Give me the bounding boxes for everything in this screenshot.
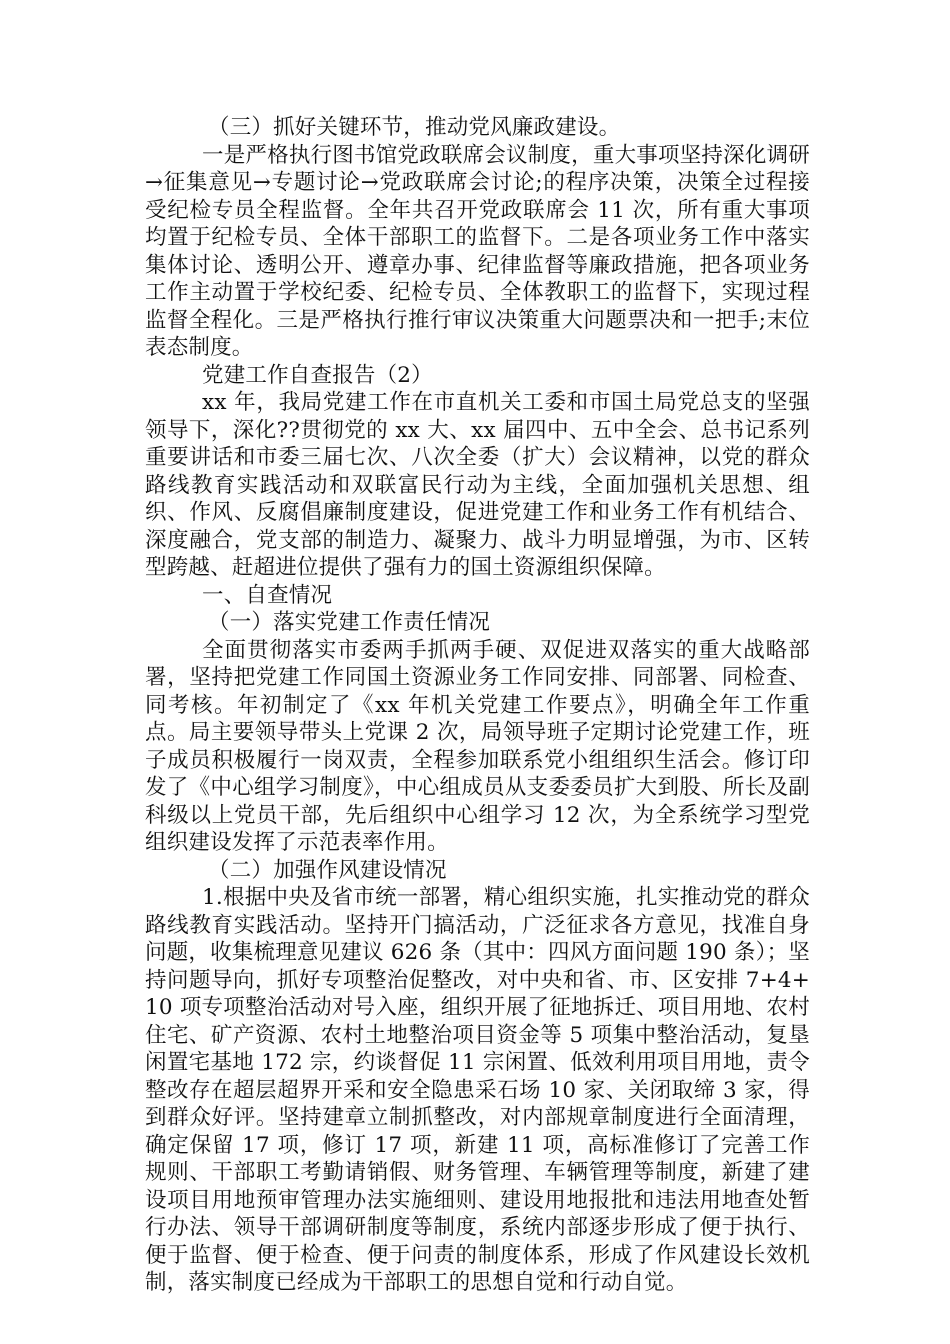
paragraph-report-intro: xx 年，我局党建工作在市直机关工委和市国土局党总支的坚强领导下，深化??贯彻党的 xx 大、xx 届四中、五中全会、总书记系列重要讲话和市委三届七次、八次全委（扩大）会议精神，以党的群众路线教育实践活动和双联富民行动为主线，全面加强机关思想、组织、作风、反腐倡廉制度建设，促进党建工作和业务工作有机结合、深度融合，党支部的制造力、凝聚力、战斗力明显增强，为市、区转型跨越、赶超进位提供了强有力的国土资源组织保障。: [145, 390, 810, 580]
section-heading-key-links: （三）抓好关键环节，推动党风廉政建设。: [208, 115, 621, 140]
subsection-heading-work-style: （二）加强作风建设情况: [208, 857, 447, 883]
paragraph-responsibility: 全面贯彻落实市委两手抓两手硬、双促进双落实的重大战略部署，坚持把党建工作同国土资源业务工作同安排、同部署、同检查、同考核。年初制定了《xx 年机关党建工作要点》，明确全年工作重点。局主要领导带头上党课 2 次，局领导班子定期讨论党建工作，班子成员积极履行一岗双责，全程参加联系党小组组织生活会。修订印发了《中心组学习制度》，中心组成员从支委委员扩大到股、所长及副科级以上党员干部，先后组织中心组学习 12 次，为全系统学习型党组织建设发挥了示范表率作用。: [145, 637, 810, 855]
paragraph-work-style: 1.根据中央及省市统一部署，精心组织实施，扎实推动党的群众路线教育实践活动。坚持开门搞活动，广泛征求各方意见，找准自身问题，收集梳理意见建议 626 条（其中：四风方面问题 190 条）；坚持问题导向，抓好专项整治促整改，对中央和省、市、区安排 7+4+10 项专项整治活动对号入座，组织开展了征地拆迁、项目用地、农村住宅、矿产资源、农村土地整治项目资金等 5 项集中整治活动，复垦闲置宅基地 172 宗，约谈督促 11 宗闲置、低效利用项目用地，责令整改存在超层超界开采和安全隐患采石场 10 家、关闭取缔 3 家，得到群众好评。坚持建章立制抓整改，对内部规章制度进行全面清理，确定保留 17 项，修订 17 项，新建 11 项，高标准修订了完善工作规则、干部职工考勤请销假、财务管理、车辆管理等制度，新建了建设项目用地预审管理办法实施细则、建设用地报批和违法用地查处暂行办法、领导干部调研制度等制度，系统内部逐步形成了便于执行、便于监督、便于检查、便于问责的制度体系，形成了作风建设长效机制，落实制度已经成为干部职工的思想自觉和行动自觉。: [145, 885, 810, 1295]
subsection-heading-responsibility: （一）落实党建工作责任情况: [208, 610, 491, 635]
section-heading-self-check: 一、自查情况: [202, 582, 333, 608]
report-title: 党建工作自查报告（2）: [202, 362, 433, 388]
document-body: [145, 114, 810, 1297]
paragraph-integrity-measures: 一是严格执行图书馆党政联席会议制度，重大事项坚持深化调研→征集意见→专题讨论→党政联席会讨论;的程序决策，决策全过程接受纪检专员全程监督。全年共召开党政联席会 11 次，所有重大事项均置于纪检专员、全体干部职工的监督下。二是各项业务工作中落实集体讨论、透明公开、遵章办事、纪律监督等廉政措施，把各项业务工作主动置于学校纪委、纪检专员、全体教职工的监督下，实现过程监督全程化。三是严格执行推行审议决策重大问题票决和一把手;末位表态制度。: [145, 142, 810, 360]
